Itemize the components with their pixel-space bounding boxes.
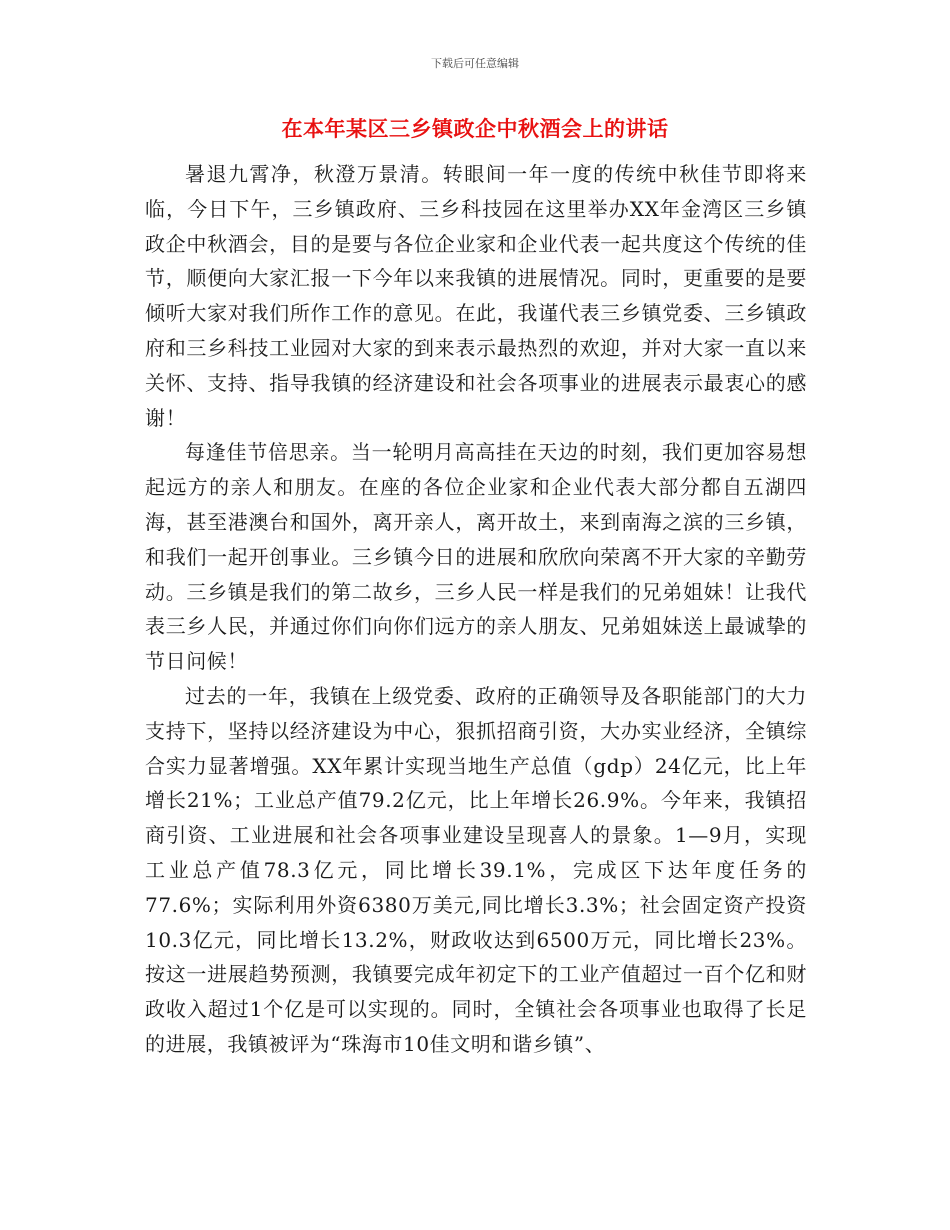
paragraph-annual-progress: 过去的一年，我镇在上级党委、政府的正确领导及各职能部门的大力支持下，坚持以经济建设为中心，狠抓招商引资，大办实业经济，全镇综合实力显著增强。XX年累计实现当地生产总值（gdp）24亿元，比上年增长21%；工业总产值79.2亿元，比上年增长26.9%。今年来，我镇招商引资、工业进展和社会各项事业建设呈现喜人的景象。1—9月，实现工业总产值78.3亿元，同比增长39.1%，完成区下达年度任务的77.6%；实际利用外资6380万美元,同比增长3.3%；社会固定资产投资10.3亿元，同比增长13.2%，财政收达到6500万元，同比增长23%。按这一进展趋势预测，我镇要完成年初定下的工业产值超过一百个亿和财政收入超过1个亿是可以实现的。同时，全镇社会各项事业也取得了长足的进展，我镇被评为“珠海市10佳文明和谐乡镇”、 <box>145 683 807 1056</box>
document-title: 在本年某区三乡镇政企中秋酒会上的讲话 <box>281 117 669 141</box>
paragraph-missing-family: 每逢佳节倍思亲。当一轮明月高高挂在天边的时刻，我们更加容易想起远方的亲人和朋友。在座的各位企业家和企业代表大部分都自五湖四海，甚至港澳台和国外，离开亲人，离开故土，来到南海之滨的三乡镇，和我们一起开创事业。三乡镇今日的进展和欣欣向荣离不开大家的辛勤劳动。三乡镇是我们的第二故乡，三乡人民一样是我们的兄弟姐妹！让我代表三乡人民，并通过你们向你们远方的亲人朋友、兄弟姐妹送上最诚挚的节日问候！ <box>145 440 807 674</box>
document-body <box>145 157 807 1062</box>
paragraph-mid-autumn-greeting: 暑退九霄净，秋澄万景清。转眼间一年一度的传统中秋佳节即将来临，今日下午，三乡镇政府、三乡科技园在这里举办XX年金湾区三乡镇政企中秋酒会，目的是要与各位企业家和企业代表一起共度这个传统的佳节，顺便向大家汇报一下今年以来我镇的进展情况。同时，更重要的是要倾听大家对我们所作工作的意见。在此，我谨代表三乡镇党委、三乡镇政府和三乡科技工业园对大家的到来表示最热烈的欢迎，并对大家一直以来关怀、支持、指导我镇的经济建设和社会各项事业的进展表示最衷心的感谢！ <box>145 162 807 430</box>
page-header-note: 下载后可任意编辑 <box>431 57 519 70</box>
